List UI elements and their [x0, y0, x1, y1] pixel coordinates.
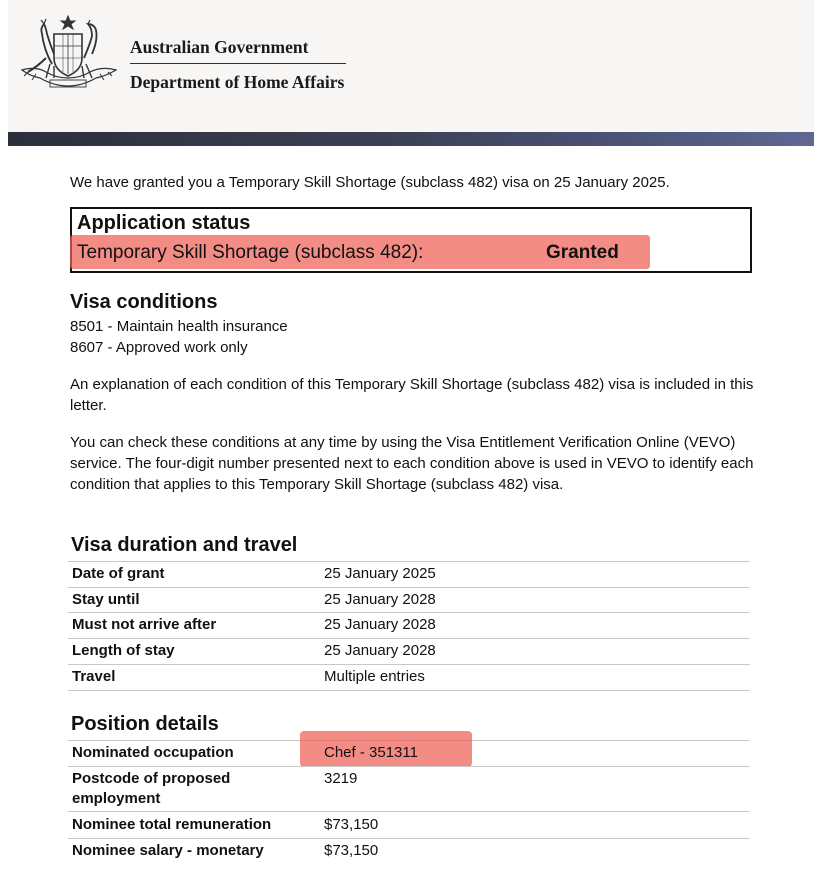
date-of-grant-label: Date of grant: [72, 565, 165, 582]
letter-header: [8, 0, 814, 132]
travel-label: Travel: [72, 668, 116, 685]
condition-item: 8607 - Approved work only: [70, 339, 248, 356]
status-value: Granted: [546, 242, 619, 263]
row-divider: [68, 838, 750, 839]
salary-monetary-label: Nominee salary - monetary: [72, 842, 264, 859]
vevo-explanation: You can check these conditions at any time by using the Visa Entitlement Verification Online (VEVO) service. The four-digit number presented next to each condition above is used in VEVO to identify each condition that applies to this Temporary Skill Shortage (subclass 482) visa.: [70, 434, 754, 493]
length-of-stay-label: Length of stay: [72, 642, 175, 659]
condition-item: 8501 - Maintain health insurance: [70, 318, 288, 335]
visa-duration-heading: Visa duration and travel: [71, 534, 298, 556]
row-divider: [68, 561, 750, 562]
position-details-heading: Position details: [71, 713, 219, 735]
department-name: Department of Home Affairs: [130, 72, 345, 92]
application-status-heading: Application status: [77, 212, 251, 234]
length-of-stay-value: 25 January 2028: [324, 642, 436, 659]
row-divider: [68, 811, 750, 812]
australian-coat-of-arms-icon: [16, 14, 122, 94]
stay-until-value: 25 January 2028: [324, 591, 436, 608]
date-of-grant-value: 25 January 2025: [324, 565, 436, 582]
salary-monetary-value: $73,150: [324, 842, 379, 859]
row-divider: [68, 612, 750, 613]
visa-subclass-label: Temporary Skill Shortage (subclass 482):: [77, 242, 424, 263]
row-divider: [68, 690, 750, 691]
row-divider: [68, 638, 750, 639]
nominated-occupation-label: Nominated occupation: [72, 744, 234, 761]
government-name: Australian Government: [130, 37, 309, 57]
nominated-occupation-value: Chef - 351311: [324, 744, 418, 761]
application-status-box: [70, 207, 752, 273]
must-not-arrive-after-value: 25 January 2028: [324, 616, 436, 633]
stay-until-label: Stay until: [72, 591, 140, 608]
row-divider: [68, 766, 750, 767]
postcode-value: 3219: [324, 770, 358, 787]
row-divider: [68, 664, 750, 665]
must-not-arrive-after-label: Must not arrive after: [72, 616, 217, 633]
visa-conditions-heading: Visa conditions: [70, 291, 218, 313]
intro-text: We have granted you a Temporary Skill Shortage (subclass 482) visa on 25 January 2025.: [70, 174, 670, 191]
travel-value: Multiple entries: [324, 668, 425, 685]
header-divider: [130, 63, 346, 64]
conditions-explanation: An explanation of each condition of this Temporary Skill Shortage (subclass 482) visa is included in this letter.: [70, 376, 754, 414]
total-remuneration-value: $73,150: [324, 816, 379, 833]
row-divider: [68, 587, 750, 588]
total-remuneration-label: Nominee total remuneration: [72, 816, 272, 833]
postcode-label: Postcode of proposed employment: [72, 770, 231, 807]
header-band: [8, 132, 814, 146]
